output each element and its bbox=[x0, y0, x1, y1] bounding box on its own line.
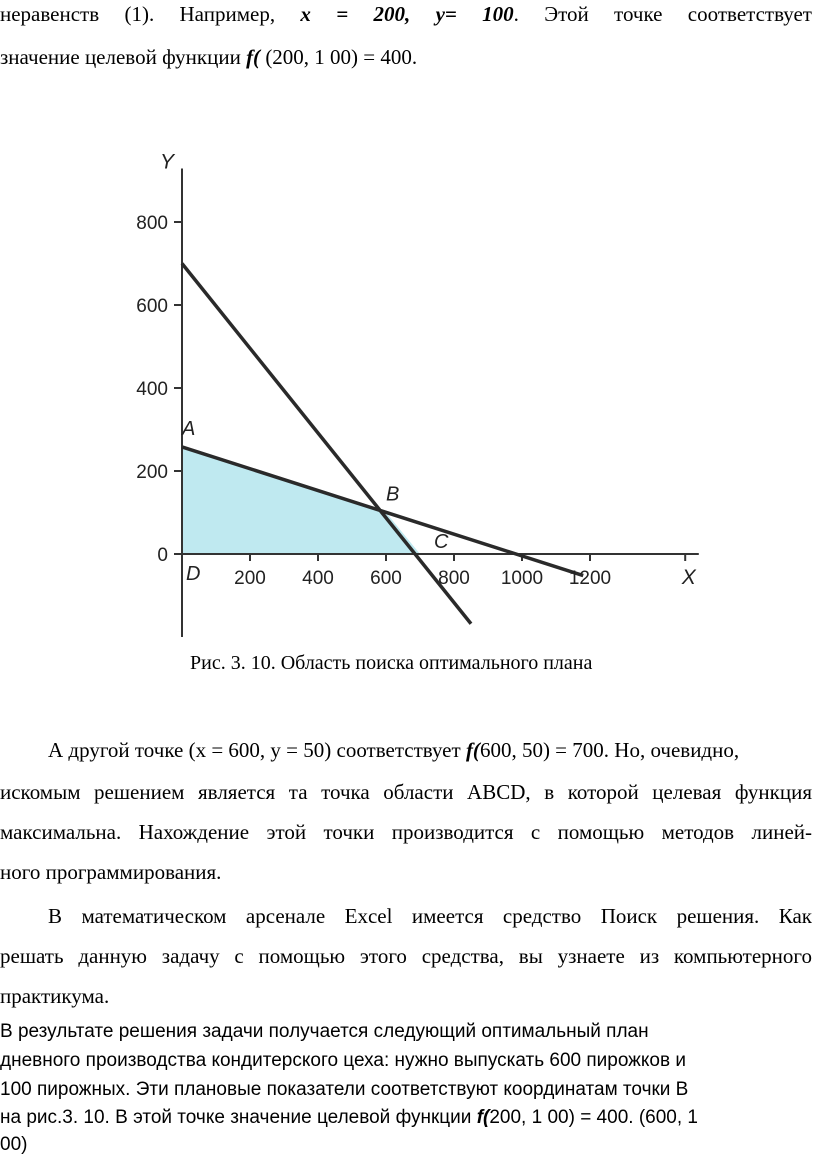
text-fragment: . Этой точке соответствует bbox=[513, 2, 812, 26]
x-tick-label: 1000 bbox=[500, 568, 544, 589]
x-axis-label: X bbox=[681, 566, 696, 589]
point-label-c: C bbox=[434, 531, 449, 553]
para3-line-2: дневного производства кондитерского цеха: нужно выпускать 600 пирожков и bbox=[0, 1050, 686, 1071]
x-tick-label: 1200 bbox=[568, 568, 612, 589]
function-symbol: f( bbox=[465, 738, 480, 762]
para3-line-4 bbox=[0, 1107, 698, 1129]
text-fragment: А другой точке (x = 600, у = 50) соответствует bbox=[48, 738, 466, 762]
para3-line-1: В результате решения задачи получается следующий оптимальный план bbox=[0, 1021, 649, 1042]
y-tick-label: 200 bbox=[136, 462, 168, 483]
para1-line-4: ного программирования. bbox=[0, 860, 222, 884]
text-fragment: на рис.3. 10. В этой точке значение целевой функции bbox=[0, 1107, 477, 1128]
para2-line-3: практикума. bbox=[0, 984, 110, 1008]
y-tick-label: 400 bbox=[136, 379, 168, 400]
y-tick-label: 0 bbox=[157, 545, 168, 566]
point-label-b: B bbox=[386, 483, 400, 506]
point-label-a: A bbox=[182, 417, 196, 440]
para1-line-3: максимальна. Нахождение этой точки производится с помощью методов линей- bbox=[0, 820, 812, 844]
axes-layer bbox=[174, 169, 699, 638]
text-fragment: 600, 50) = 700. Но, очевидно, bbox=[479, 738, 740, 762]
region-layer bbox=[182, 447, 420, 554]
para3-line-3: 100 пирожных. Эти плановые показатели соответствуют координатам точки В bbox=[0, 1079, 689, 1100]
y-axis-label: Y bbox=[160, 150, 175, 174]
function-symbol: f( bbox=[246, 45, 261, 69]
y-tick-label: 600 bbox=[136, 296, 168, 317]
x-tick-label: 600 bbox=[370, 568, 402, 589]
para1-line-2: искомым решением является та точка области ABCD, в которой целевая функция bbox=[0, 780, 812, 804]
top-line-2 bbox=[0, 45, 417, 70]
para1-line-1 bbox=[48, 738, 739, 763]
para2-line-2: решать данную задачу с помощью этого средства, вы узнаете из компьютерного bbox=[0, 944, 812, 968]
text-fragment: (200, 1 00) = 400. bbox=[260, 45, 418, 69]
feasible-region-chart bbox=[120, 150, 720, 635]
text-fragment: значение целевой функции bbox=[0, 45, 247, 69]
feasible-region bbox=[182, 447, 420, 554]
para3-line-5: 00) bbox=[0, 1134, 28, 1155]
x-tick-label: 400 bbox=[302, 568, 334, 589]
y-tick-label: 800 bbox=[136, 213, 168, 234]
x-tick-label: 200 bbox=[234, 568, 266, 589]
x-tick-label: 800 bbox=[438, 568, 470, 589]
function-symbol: f( bbox=[476, 1107, 490, 1128]
point-label-d: D bbox=[186, 563, 201, 585]
emphasis-xy: x = 200, y= 100 bbox=[300, 2, 514, 26]
text-fragment: неравенств (1). Например, bbox=[0, 2, 301, 26]
para2-line-1: В математическом арсенале Excel имеется средство Поиск решения. Как bbox=[48, 904, 812, 928]
figure-caption: Рис. 3. 10. Область поиска оптимального плана bbox=[190, 652, 593, 674]
top-line-1 bbox=[0, 2, 812, 27]
text-fragment: 200, 1 00) = 400. (600, 1 bbox=[489, 1107, 698, 1128]
